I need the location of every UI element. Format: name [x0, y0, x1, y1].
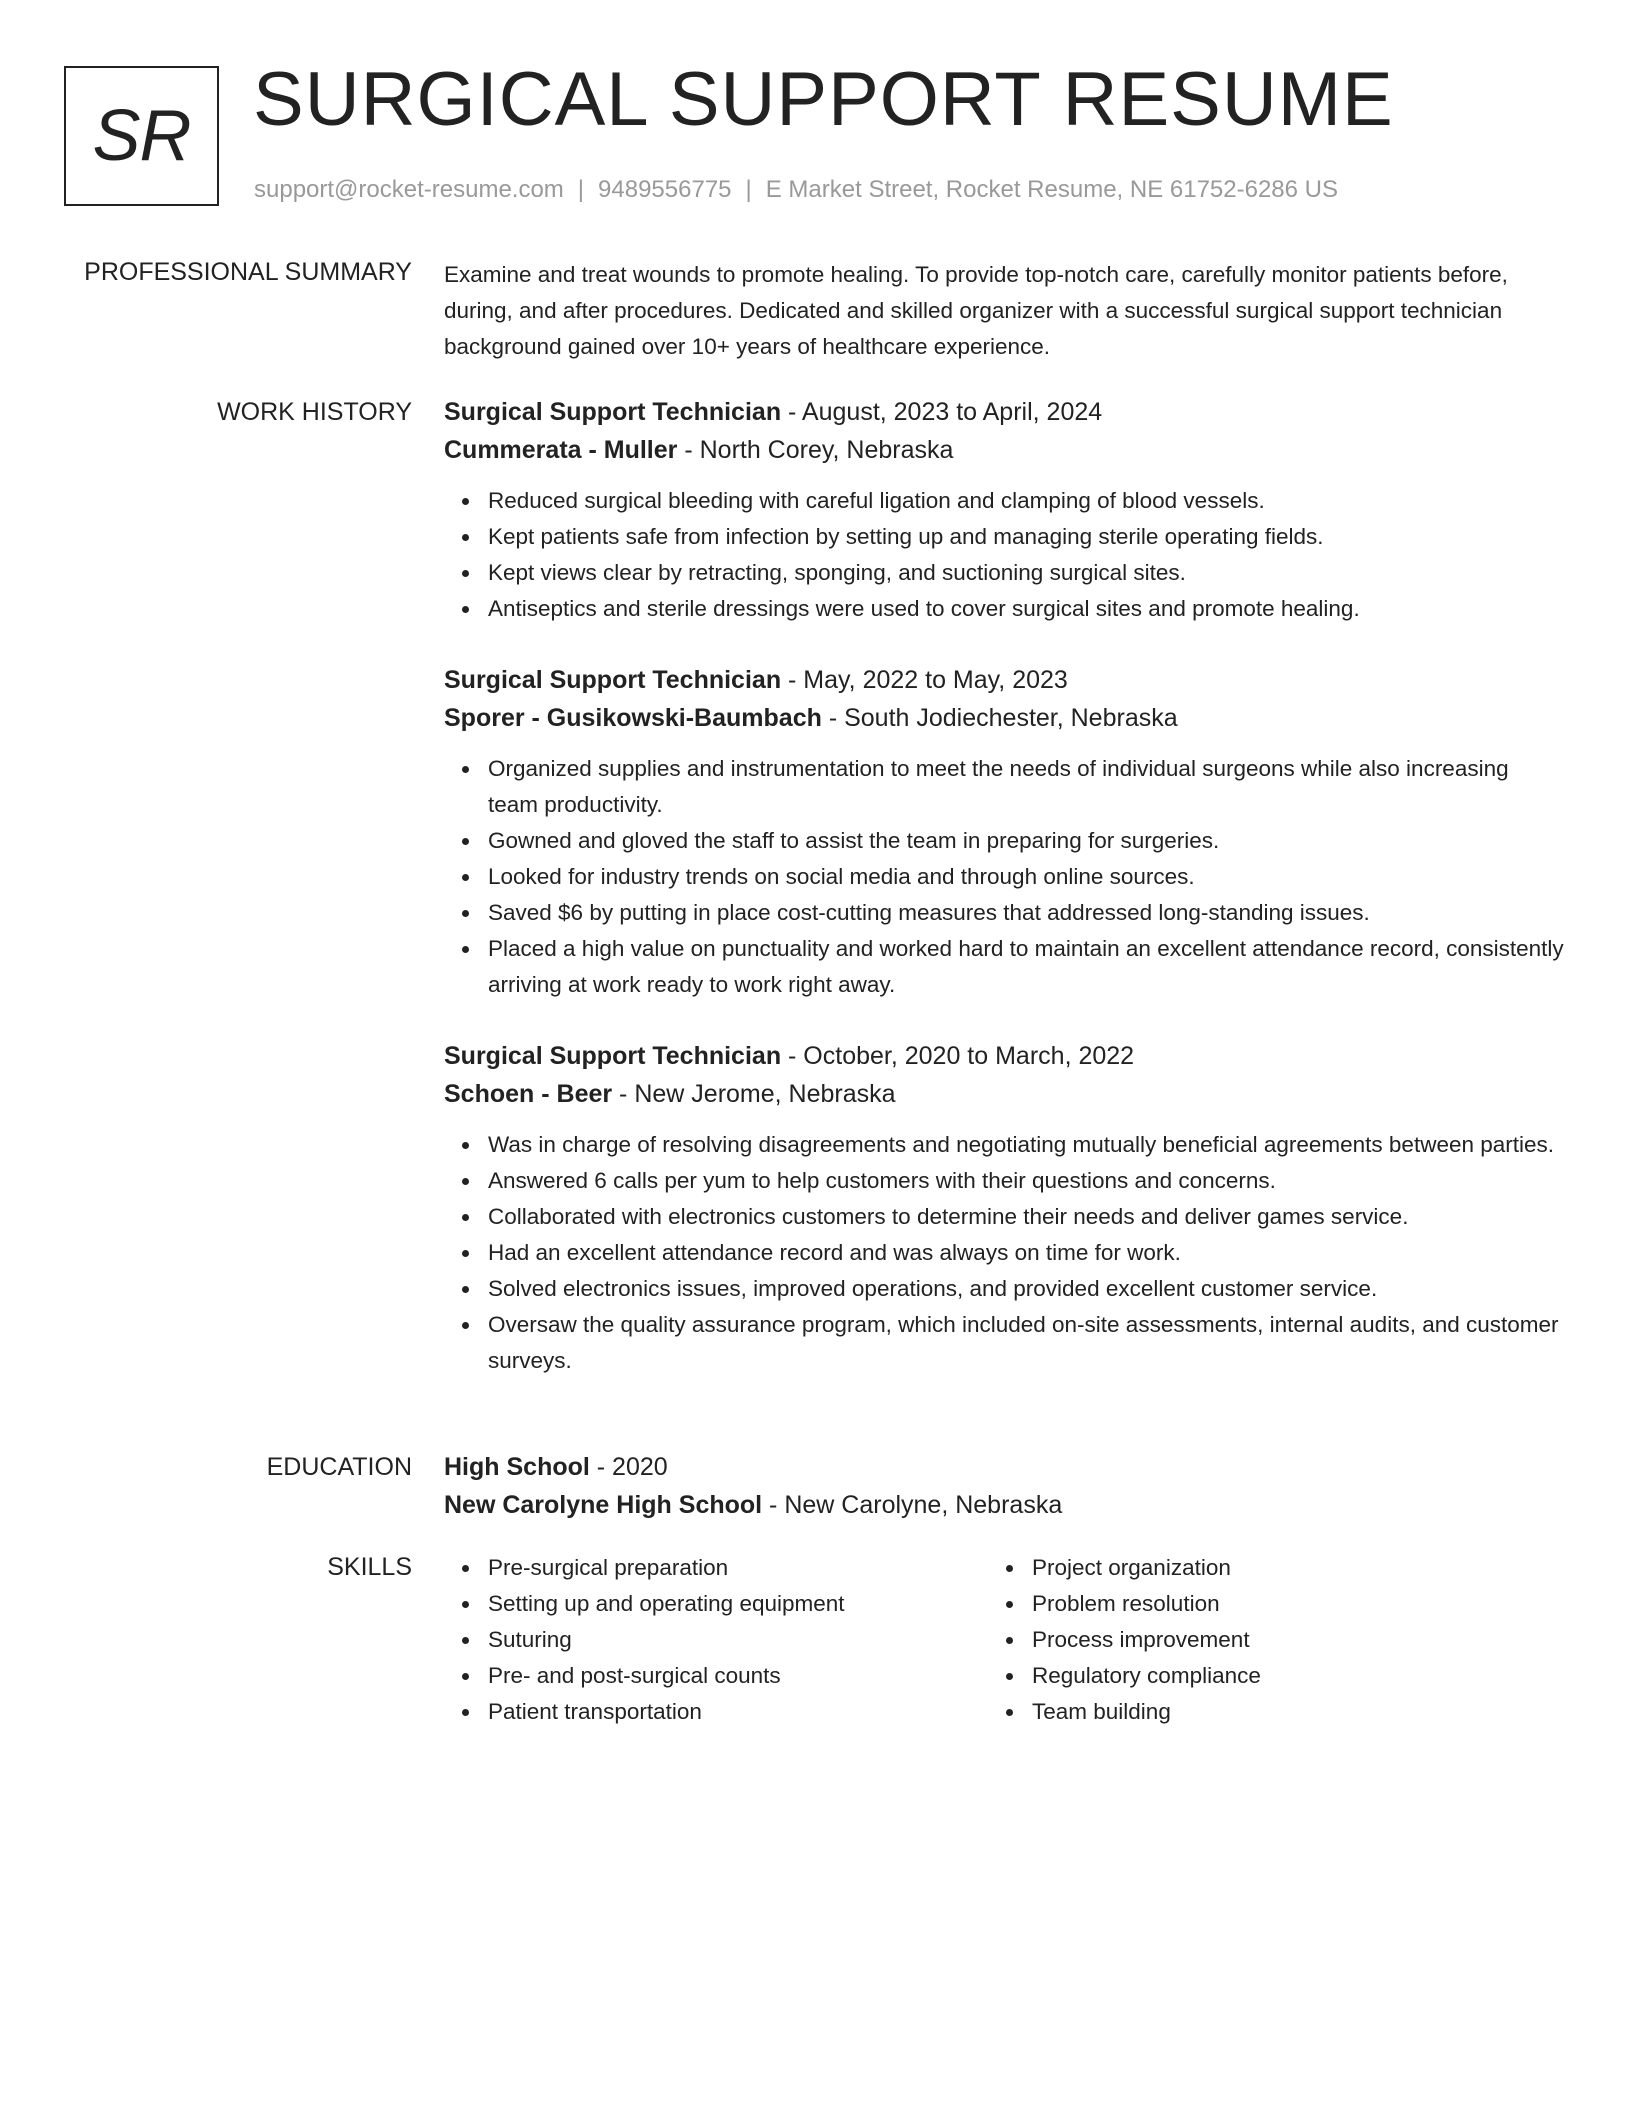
section-label-education: EDUCATION: [266, 1453, 412, 1481]
job-company-line: [444, 1075, 1564, 1113]
job-title: Surgical Support Technician: [444, 398, 782, 426]
contact-phone: 9489556775: [598, 176, 732, 203]
skills-column-left: [444, 1550, 964, 1730]
list-item: Pre-surgical preparation: [488, 1550, 964, 1586]
job-title: Surgical Support Technician: [444, 666, 782, 694]
skills-list: [988, 1550, 1508, 1730]
job-title-line: [444, 393, 1564, 431]
job-company-line: [444, 431, 1564, 469]
list-item: Kept patients safe from infection by setting up and managing sterile operating fields.: [488, 519, 1564, 555]
job-company: Sporer - Gusikowski-Baumbach: [444, 704, 822, 732]
job-company-line: [444, 699, 1564, 737]
job-entry: [444, 393, 1564, 627]
list-item: Regulatory compliance: [1032, 1658, 1508, 1694]
list-item: Kept views clear by retracting, sponging, and suctioning surgical sites.: [488, 555, 1564, 591]
list-item: Solved electronics issues, improved operations, and provided excellent customer service.: [488, 1271, 1564, 1307]
contact-separator: |: [577, 176, 585, 203]
monogram-box: [64, 66, 219, 206]
job-bullets: [444, 1127, 1564, 1379]
job-bullets: [444, 483, 1564, 627]
job-dates: - May, 2022 to May, 2023: [781, 666, 1068, 694]
skills-list: [444, 1550, 964, 1730]
education-school: New Carolyne High School: [444, 1491, 763, 1519]
contact-line: [254, 176, 1338, 204]
job-title-line: [444, 661, 1564, 699]
list-item: Looked for industry trends on social media and through online sources.: [488, 859, 1564, 895]
list-item: Team building: [1032, 1694, 1508, 1730]
list-item: Process improvement: [1032, 1622, 1508, 1658]
education-degree-line: [444, 1448, 1564, 1486]
list-item: Setting up and operating equipment: [488, 1586, 964, 1622]
list-item: Organized supplies and instrumentation to meet the needs of individual surgeons while also increasing team productivity.: [488, 751, 1564, 823]
list-item: Answered 6 calls per yum to help customers with their questions and concerns.: [488, 1163, 1564, 1199]
job-bullets: [444, 751, 1564, 1003]
job-company: Cummerata - Muller: [444, 436, 678, 464]
job-dates: - August, 2023 to April, 2024: [781, 398, 1103, 426]
contact-email: support@rocket-resume.com: [254, 176, 564, 203]
job-entry: [444, 1037, 1564, 1379]
list-item: Gowned and gloved the staff to assist the team in preparing for surgeries.: [488, 823, 1564, 859]
skills-column-right: [988, 1550, 1508, 1730]
job-entry: [444, 661, 1564, 1003]
list-item: Saved $6 by putting in place cost-cutting measures that addressed long-standing issues.: [488, 895, 1564, 931]
resume-title: SURGICAL SUPPORT RESUME: [253, 57, 1394, 142]
list-item: Oversaw the quality assurance program, which included on-site assessments, internal audits, and customer surveys.: [488, 1307, 1564, 1379]
list-item: Antiseptics and sterile dressings were used to cover surgical sites and promote healing.: [488, 591, 1564, 627]
list-item: Project organization: [1032, 1550, 1508, 1586]
job-dates: - October, 2020 to March, 2022: [781, 1042, 1135, 1070]
list-item: Collaborated with electronics customers to determine their needs and deliver games service.: [488, 1199, 1564, 1235]
contact-separator: |: [745, 176, 752, 203]
education-school-line: [444, 1486, 1564, 1524]
section-label-skills: SKILLS: [327, 1553, 412, 1581]
education-year: - 2020: [589, 1453, 668, 1481]
list-item: Was in charge of resolving disagreements and negotiating mutually beneficial agreements between parties.: [488, 1127, 1564, 1163]
job-location: - New Jerome, Nebraska: [612, 1080, 896, 1108]
section-label-summary: PROFESSIONAL SUMMARY: [84, 258, 412, 286]
section-label-work-history: WORK HISTORY: [217, 398, 412, 426]
job-company: Schoen - Beer: [444, 1080, 613, 1108]
education-location: - New Carolyne, Nebraska: [762, 1491, 1063, 1519]
job-title: Surgical Support Technician: [444, 1042, 782, 1070]
list-item: Suturing: [488, 1622, 964, 1658]
education-degree: High School: [444, 1453, 590, 1481]
monogram-initials: SR: [92, 96, 191, 176]
job-location: - South Jodiechester, Nebraska: [821, 704, 1178, 732]
job-location: - North Corey, Nebraska: [677, 436, 954, 464]
summary-text: Examine and treat wounds to promote healing. To provide top-notch care, carefully monitor patients before, during, and after procedures. Dedicated and skilled organizer with a successful surgical support technician background gained over 10+ years of healthcare experience.: [444, 262, 1508, 359]
contact-address: E Market Street, Rocket Resume, NE 61752-6286 US: [765, 176, 1339, 203]
list-item: Reduced surgical bleeding with careful ligation and clamping of blood vessels.: [488, 483, 1564, 519]
list-item: Problem resolution: [1032, 1586, 1508, 1622]
list-item: Patient transportation: [488, 1694, 964, 1730]
list-item: Had an excellent attendance record and was always on time for work.: [488, 1235, 1564, 1271]
list-item: Placed a high value on punctuality and worked hard to maintain an excellent attendance record, consistently arriving at work ready to work right away.: [488, 931, 1564, 1003]
list-item: Pre- and post-surgical counts: [488, 1658, 964, 1694]
job-title-line: [444, 1037, 1564, 1075]
